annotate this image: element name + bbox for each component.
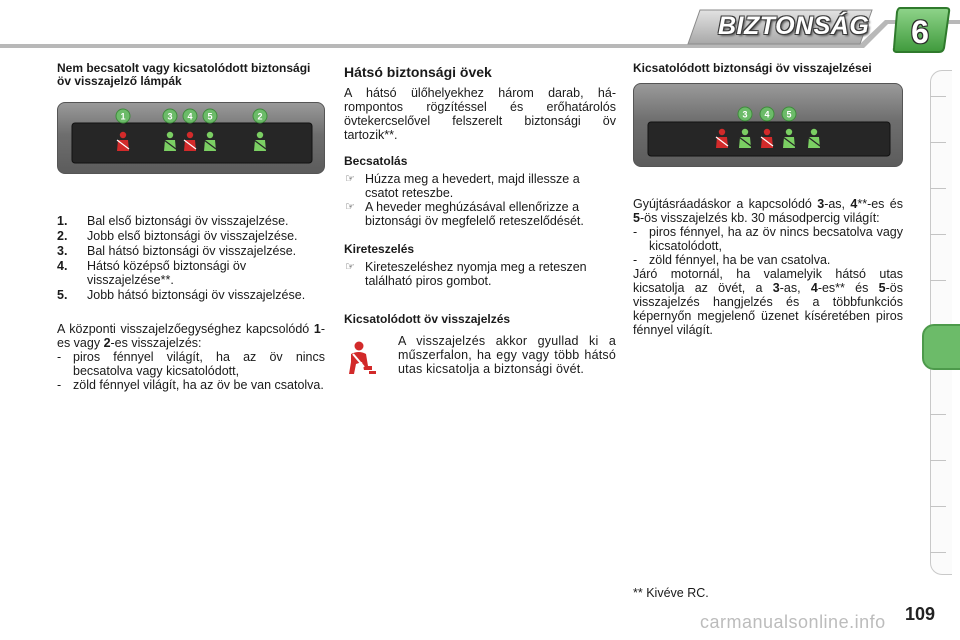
- list-item: 1. Bal első biztonsági öv visszajelzése.: [57, 214, 289, 228]
- indicator-list: [57, 214, 325, 302]
- page-number: 109: [905, 604, 936, 624]
- rear-panel-graphic: [634, 84, 904, 168]
- callout-3: [738, 107, 752, 121]
- left-heading: Nem becsatolt vagy kicsatolódott biztonsági öv visszajelző lámpák: [57, 61, 311, 88]
- instrument-panel-illustration: [57, 102, 325, 174]
- fastening-list: [344, 172, 616, 228]
- warning-text: A visszajelzés akkor gyullad ki a műszerfalon, ha egy vagy több hátsó utas kicsatolja a biztonsági övét.: [398, 334, 616, 376]
- list-item: 3. Bal hátsó biztonsági öv visszajelzése.: [57, 244, 297, 258]
- unlocking-title: Kireteszelés: [344, 242, 415, 256]
- section-title: Hátsó biztonsági övek: [344, 64, 492, 80]
- chapter-tab-rail: [930, 70, 952, 575]
- tab-divider: [930, 234, 946, 235]
- active-chapter-tab[interactable]: [922, 324, 960, 370]
- callout-2: [253, 109, 267, 123]
- callout-3: [163, 109, 177, 123]
- list-item: - zöld fénnyel világít, ha az öv be van csatolva.: [57, 378, 324, 392]
- tab-divider: [930, 506, 946, 507]
- tab-divider: [930, 142, 946, 143]
- list-item: ☞ A heveder meghúzásával ellenőrizze a biztonsági öv megfelelő reteszelődését.: [345, 200, 584, 228]
- finger-pointer-icon: ☞: [345, 201, 355, 213]
- list-item: 5. Jobb hátsó biztonsági öv visszajelzése.: [57, 288, 306, 302]
- middle-column: [344, 62, 616, 394]
- svg-text:4: 4: [764, 109, 770, 120]
- list-item: 4. Hátsó középső biztonsági öv visszajelzése**.: [57, 259, 247, 287]
- svg-text:4: 4: [187, 111, 193, 122]
- list-item: - zöld fénnyel, ha be van csatolva.: [633, 253, 831, 267]
- tab-divider: [930, 280, 946, 281]
- svg-text:2: 2: [257, 111, 263, 122]
- warning-title: Kicsatolódott öv visszajelzés: [344, 312, 511, 326]
- svg-text:3: 3: [167, 111, 173, 122]
- chapter-number-badge: 6: [911, 14, 929, 50]
- finger-pointer-icon: ☞: [345, 261, 355, 273]
- panel-graphic: [58, 103, 326, 175]
- svg-text:3: 3: [742, 109, 748, 120]
- callout-4: [183, 109, 197, 123]
- right-heading: Kicsatolódott biztonsági öv visszajelzései: [633, 61, 872, 75]
- svg-text:5: 5: [786, 109, 792, 120]
- list-item: ☞ Kireteszeléshez nyomja meg a reteszen található piros gombot.: [345, 260, 587, 288]
- left-dash-list: [57, 350, 325, 392]
- warning-block: [344, 334, 616, 394]
- header-band: [0, 0, 960, 56]
- tab-divider: [930, 414, 946, 415]
- callout-5: [782, 107, 796, 121]
- footnote: ** Kivéve RC.: [633, 586, 709, 600]
- fastening-title: Becsatolás: [344, 154, 408, 168]
- svg-text:5: 5: [207, 111, 213, 122]
- right-dash-list: [633, 225, 903, 267]
- callout-4: [760, 107, 774, 121]
- list-item: - piros fénnyel, ha az öv nincs becsatolva vagy kicsatolódott,: [633, 225, 903, 253]
- tab-divider: [930, 552, 946, 553]
- intro-paragraph: A hátsó ülőhelyekhez három darab, hárompontos rögzítéssel és erőhatárolós övtekercselővel felszerelt biztonsági öv tartozik**.: [344, 86, 616, 142]
- unlocking-list: [344, 260, 616, 288]
- tab-divider: [930, 96, 946, 97]
- list-item: - piros fénnyel világít, ha az öv nincs becsatolva vagy kicsatolódott,: [57, 350, 325, 378]
- right-column: [633, 62, 903, 337]
- callout-1: [116, 109, 130, 123]
- central-indicator-paragraph: A központi visszajelzőegységhez kapcsolódó 1-es vagy 2-es visszajelzés:: [57, 322, 325, 350]
- ignition-paragraph: Gyújtásráadáskor a kapcsolódó 3-as, 4**-es és 5-ös visszajelzés kb. 30 másodpercig világít:: [633, 197, 903, 225]
- svg-text:1: 1: [120, 111, 126, 122]
- list-item: ☞ Húzza meg a hevedert, majd illessze a csatot reteszbe.: [345, 172, 580, 200]
- tab-divider: [930, 460, 946, 461]
- seatbelt-warning-icon: [344, 340, 378, 376]
- chapter-title: BIZTONSÁG: [718, 12, 870, 40]
- tab-divider: [930, 188, 946, 189]
- engine-running-paragraph: Járó motornál, ha valamelyik hátsó utas kicsatolja az övét, a 3-as, 4-es** és 5-ös visszajelzés hangjelzés és a többfunkciós képernyőn megjelenő üzenet kíséretében piros fénnyel világít.: [633, 267, 903, 337]
- list-item: 2. Jobb első biztonsági öv visszajelzése.: [57, 229, 298, 243]
- callout-5: [203, 109, 217, 123]
- left-column: [57, 62, 325, 392]
- watermark: carmanualsonline.info: [700, 612, 886, 632]
- rear-panel-illustration: [633, 83, 903, 167]
- finger-pointer-icon: ☞: [345, 173, 355, 185]
